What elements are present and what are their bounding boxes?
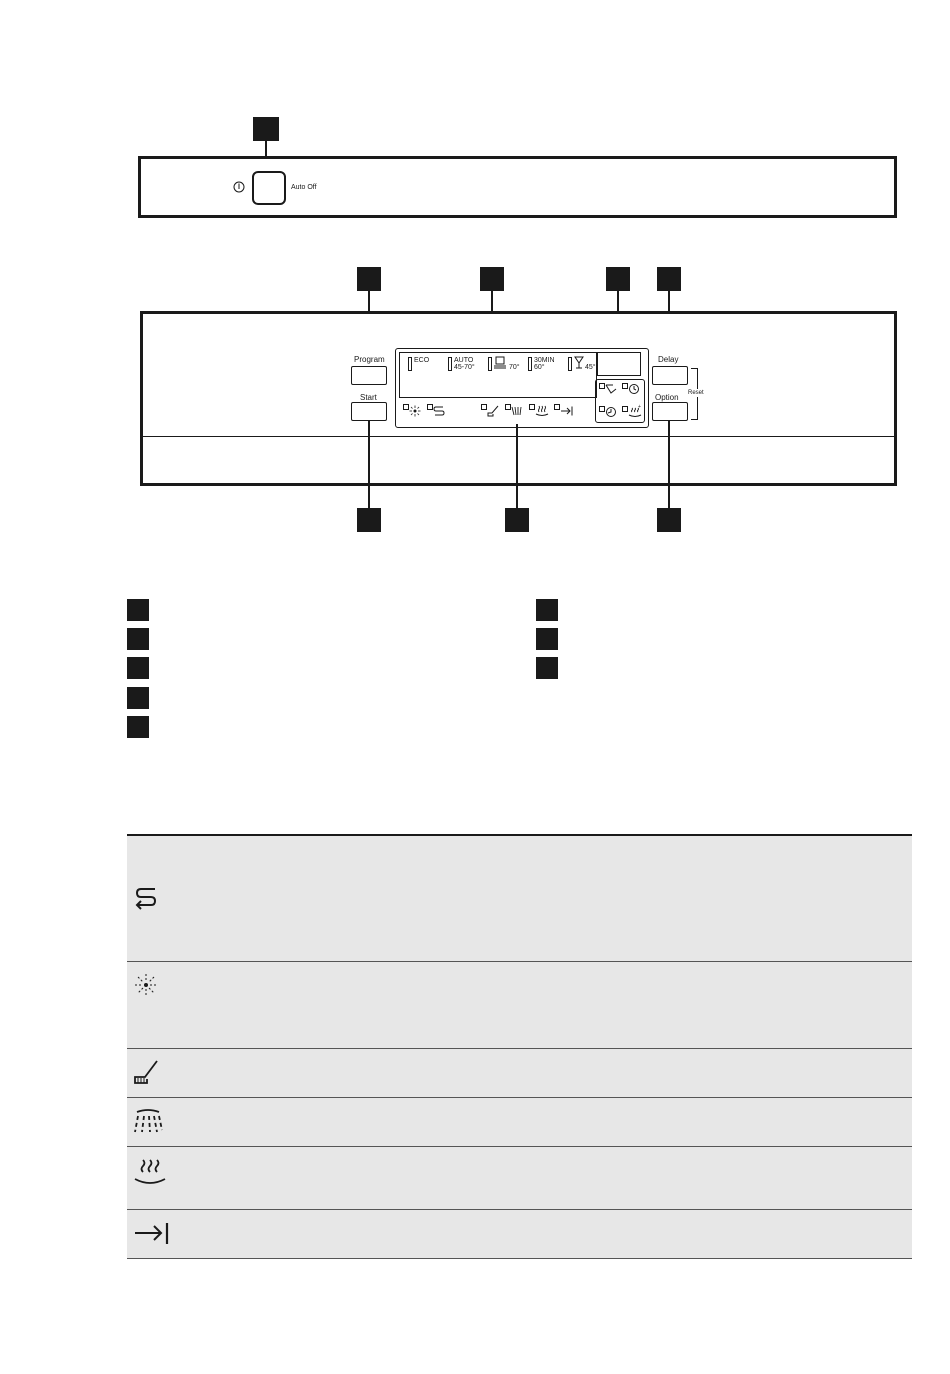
- display: ECO AUTO 45-70° 70° 30MIN 60° 45° +: [395, 348, 649, 428]
- legend-marker-1: [127, 599, 149, 621]
- glass-icon: [573, 356, 585, 370]
- table-row: [127, 1098, 912, 1147]
- option-button[interactable]: [652, 402, 688, 421]
- delay-button-label: Delay: [658, 355, 679, 364]
- brush-icon: [133, 1059, 159, 1085]
- digit-display: [597, 352, 641, 376]
- power-icon: [233, 181, 245, 193]
- extra-dry-icon: [628, 404, 642, 418]
- program-button[interactable]: [351, 366, 387, 385]
- legend-marker-7: [536, 628, 558, 650]
- legend-marker-6: [536, 599, 558, 621]
- table-row: [127, 962, 912, 1049]
- callout-2: [357, 267, 381, 291]
- end-arrow-icon: [133, 1220, 171, 1246]
- table-header: [127, 834, 912, 877]
- legend-marker-5: [127, 716, 149, 738]
- indicator-row: [399, 401, 595, 421]
- control-panel: [140, 311, 897, 486]
- callout-6-leader: [368, 420, 370, 509]
- legend-marker-3: [127, 657, 149, 679]
- rinse-aid-indicator-icon: [433, 405, 445, 417]
- legend-marker-8: [536, 657, 558, 679]
- start-button-label: Start: [360, 393, 377, 402]
- callout-6: [357, 508, 381, 532]
- rinse-aid-icon: [133, 885, 159, 911]
- reset-label: Reset: [688, 390, 704, 396]
- table-row: [127, 1210, 912, 1259]
- drying-indicator-icon: [535, 405, 549, 417]
- panel-divider: [143, 436, 894, 437]
- spray-icon: [133, 1108, 163, 1134]
- heat-wave-icon: [133, 1157, 167, 1187]
- svg-text:+: +: [638, 404, 641, 410]
- auto-off-caption: Auto Off: [291, 184, 317, 191]
- callout-3: [480, 267, 504, 291]
- sun-indicator-icon: [409, 405, 421, 417]
- delay-button[interactable]: [652, 366, 688, 385]
- brush-indicator-icon: [487, 405, 499, 417]
- callout-1: [253, 117, 279, 141]
- callout-7-leader: [516, 424, 518, 509]
- callout-8: [657, 508, 681, 532]
- legend-marker-2: [127, 628, 149, 650]
- start-button[interactable]: [351, 402, 387, 421]
- top-panel: [138, 156, 897, 218]
- pots-icon: [493, 356, 507, 370]
- onoff-button[interactable]: [252, 171, 286, 205]
- legend-marker-4: [127, 687, 149, 709]
- program-button-label: Program: [354, 355, 385, 364]
- option-button-label: Option: [655, 393, 679, 402]
- end-indicator-icon: [560, 405, 574, 417]
- callout-7: [505, 508, 529, 532]
- table-row: [127, 875, 912, 962]
- side-indicator-box: [595, 379, 645, 423]
- timer-icon: [628, 383, 640, 395]
- delay-icon: [605, 406, 617, 418]
- sparkle-icon: [133, 972, 159, 998]
- table-row: [127, 1049, 912, 1098]
- spray-indicator-icon: [511, 405, 523, 417]
- callout-8-leader: [668, 420, 670, 509]
- table-row: [127, 1147, 912, 1210]
- callout-5: [657, 267, 681, 291]
- salt-icon: [605, 383, 617, 395]
- callout-4: [606, 267, 630, 291]
